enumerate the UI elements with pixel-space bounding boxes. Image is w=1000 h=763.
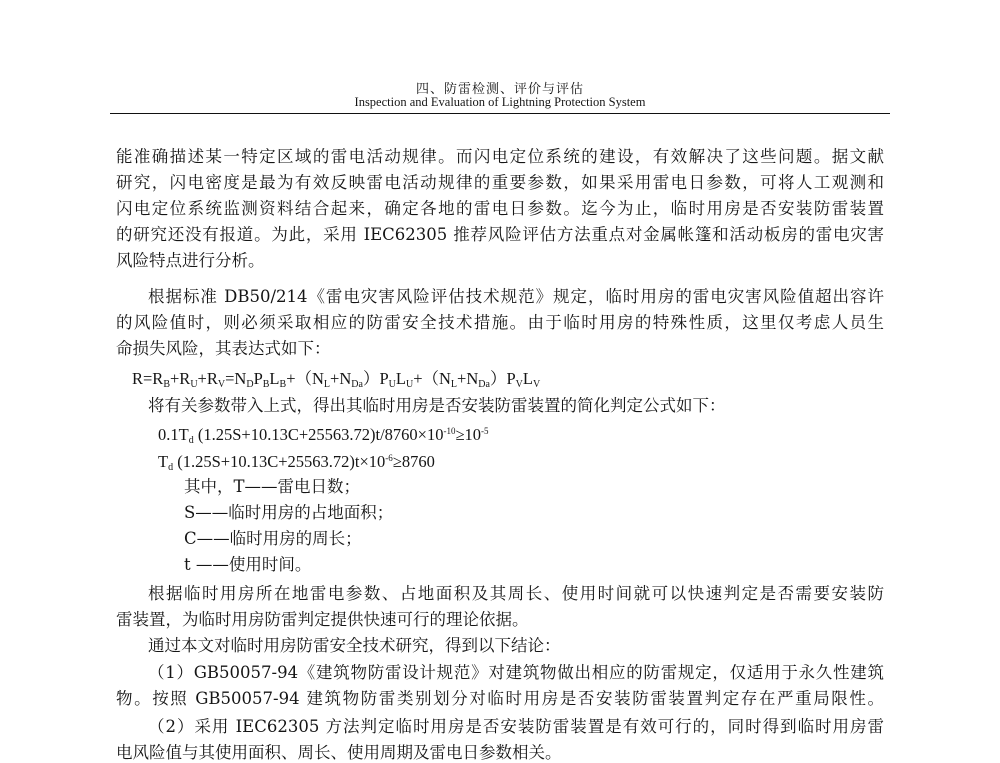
definition-c: C——临时用房的周长； (184, 529, 362, 548)
text-line: 雷装置，为临时用房防雷判定提供快速可行的理论依据。 (116, 610, 529, 629)
conclusion-2-line: 电风险值与其使用面积、周长、使用周期及雷电日参数相关。 (116, 743, 562, 762)
text-line: 研究，闪电密度是最为有效反映雷电活动规律的重要参数，如果采用雷电日参数，可将人工观测和 (116, 173, 884, 192)
text-line: 的风险值时，则必须采取相应的防雷安全技术措施。由于临时用房的特殊性质，这里仅考虑人员生 (116, 313, 884, 332)
text-line: 根据临时用房所在地雷电参数、占地面积及其周长、使用时间就可以快速判定是否需要安装防 (148, 584, 884, 603)
definition-s: S——临时用房的占地面积； (184, 503, 394, 522)
definition-t: 其中，T——雷电日数； (184, 477, 361, 496)
running-header-chinese: 四、防雷检测、评价与评估 (415, 82, 584, 97)
simplified-formula-1: $0.1T_d$ $(1.25S+10.13C+25563.72)t/8760\times 10^{-10}\ge 10^{-5}$ (158, 425, 489, 446)
text-line: 命损失风险，其表达式如下： (116, 339, 331, 358)
conclusion-1-line: （1）GB50057-94《建筑物防雷设计规范》对建筑物做出相应的防雷规定，仅适用于永久性建筑 (148, 663, 884, 682)
header-rule (110, 113, 890, 114)
conclusion-2-line: （2）采用 IEC62305 方法判定临时用房是否安装防雷装置是有效可行的，同时得到临时用房雷 (148, 717, 884, 736)
simplified-formula-2: $T_d$ $(1.25S+10.13C+25563.72)t\times 10^{-6}\ge 8760$ (158, 452, 435, 473)
text-line: 通过本文对临时用房防雷安全技术研究，得到以下结论： (148, 636, 561, 655)
running-header-english: Inspection and Evaluation of Lightning Protection System (354, 95, 646, 109)
text-line: 的研究还没有报道。为此，采用 IEC62305 推荐风险评估方法重点对金属帐篷和活动板房的雷电灾害 (116, 225, 884, 244)
text-line: 闪电定位系统监测资料结合起来，确定各地的雷电日参数。迄今为止，临时用房是否安装防雷装置 (116, 199, 884, 218)
risk-formula: $R=R_B+R_U+R_V=N_DP_BL_B+(N_L+N_{Da})P_UL_U+(N_L+N_{Da})P_VL_V$ (132, 369, 541, 390)
text-line: 风险特点进行分析。 (116, 251, 265, 270)
text-line: 将有关参数带入上式，得出其临时用房是否安装防雷装置的简化判定公式如下： (148, 396, 726, 415)
text-line: 根据标准 DB50/214《雷电灾害风险评估技术规范》规定，临时用房的雷电灾害风险值超出容许 (148, 287, 884, 306)
conclusion-1-line: 物。按照 GB50057-94 建筑物防雷类别划分对临时用房是否安装防雷装置判定存在严重局限性。 (116, 689, 884, 708)
text-line: 能准确描述某一特定区域的雷电活动规律。而闪电定位系统的建设，有效解决了这些问题。据文献 (116, 147, 884, 166)
definition-time: t ——使用时间。 (184, 555, 312, 574)
